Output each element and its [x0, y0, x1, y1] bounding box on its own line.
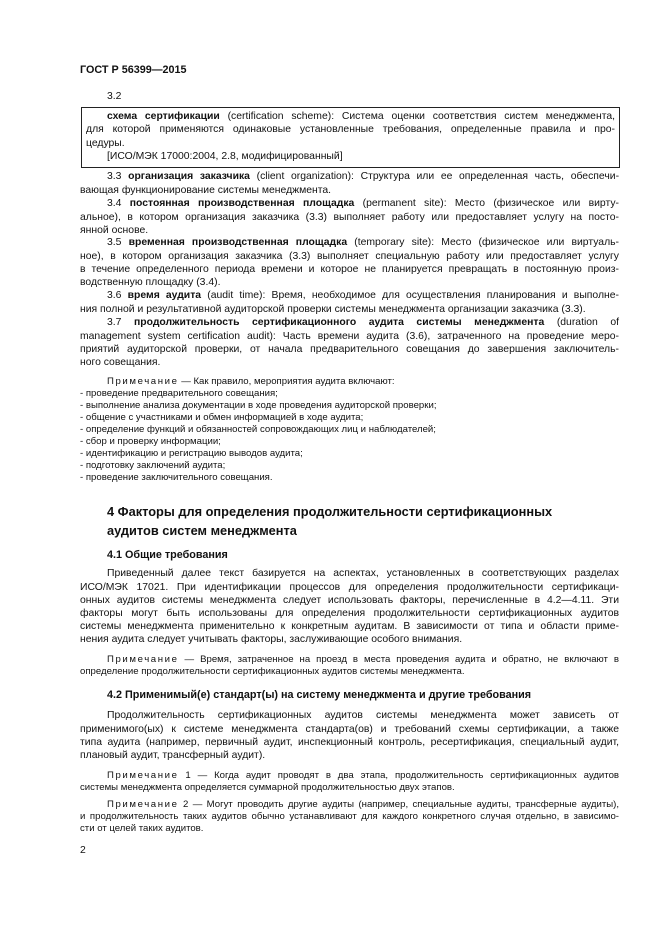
clause-number: 3.6: [107, 290, 122, 302]
note-label: Примечание: [107, 770, 179, 781]
note-line: сти от целей таких аудитов.: [80, 823, 204, 834]
list-item: - проведение предварительного совещания;: [80, 388, 278, 399]
page-number: 2: [80, 844, 86, 856]
clause-3-2-term: схема сертификации: [107, 110, 220, 122]
clause-line: в течение определенного периода времени и которое не планируется превращать в постоянную произ-: [80, 263, 619, 275]
note-first-line: [80, 654, 619, 666]
clause-line: ное), в котором организация заказчика (3.3) выполняет специальную работу или предоставляет услугу: [80, 250, 619, 262]
note-text: — Как правило, мероприятия аудита включают:: [181, 376, 395, 387]
clause-text: (client organization): Структура или ее определенная часть, обеспечи-: [256, 171, 620, 183]
clause-3-3-first-line: [80, 170, 619, 183]
clause-number: 3.3: [107, 171, 122, 183]
clause-term: временная производственная площадка: [128, 237, 348, 249]
note-label: Примечание: [107, 799, 179, 810]
note-number: 2: [182, 799, 189, 810]
clause-3-2-text: (certification scheme): Система оценки соответствия систем менеджмента,: [227, 110, 615, 122]
note-text: — Когда аудит проводят в два этапа, продолжительность сертификационных аудитов: [197, 770, 620, 781]
paragraph-line: факторы могут быть использованы для определения продолжительности сертификационных аудитов: [80, 608, 619, 619]
clause-3-6: [80, 289, 619, 315]
clause-3-2-number: 3.2: [107, 91, 122, 103]
list-item: - выполнение анализа документации в ходе проведения аудиторской проверки;: [80, 400, 437, 411]
section-4-2-heading: [80, 689, 619, 702]
clause-line: вающая функционирование системы менеджмента.: [80, 184, 332, 196]
list-item: - идентификацию и регистрацию выводов аудита;: [80, 448, 303, 459]
paragraph-line: системы менеджмента применительно к конкретным аудитам. В зависимости от типа и области приме-: [80, 621, 619, 633]
note-line: и продолжительность таких аудитов обычно устанавливают для каждого конкретного случая отдельно, в зависимо-: [80, 811, 619, 822]
clause-3-2-source: [ИСО/МЭК 17000:2004, 2.8, модифицированный]: [107, 151, 343, 163]
subsection-number: 4.2: [107, 688, 123, 701]
section-4-2-note-2: [80, 799, 619, 835]
clause-line: management system certification audit): Часть времени аудита (3.6), затраченного на проведение меро-: [80, 330, 619, 342]
clause-text: (audit time): Время, необходимое для осуществления планирования и выполне-: [207, 290, 620, 302]
clause-line: альное), в котором организация заказчика (3.3) выполняет работу или предоставляет услугу на посто-: [80, 211, 619, 223]
clause-line: водственную площадку (3.4).: [80, 277, 221, 288]
note-label: Примечание: [107, 376, 179, 387]
clause-term: время аудита: [127, 290, 202, 302]
clause-text: (duration of: [556, 317, 620, 329]
note-line: системы менеджмента определяется суммарной продолжительностью двух этапов.: [80, 782, 455, 793]
subsection-heading-line: [80, 689, 619, 702]
subsection-number: 4.1: [107, 548, 123, 561]
clause-3-2-definition-box: [81, 107, 620, 168]
note-text: — Могут проводить другие аудиты (например, специальные аудиты, трансферные аудиты),: [192, 799, 620, 810]
paragraph-line: типа аудита (например, первичный аудит, инспекционный контроль, ресертификация, специальный аудит,: [80, 736, 619, 748]
note-line: определение продолжительности сертификационных аудитов системы менеджмента.: [80, 666, 465, 677]
section-4-heading: [80, 502, 619, 540]
clause-text: (temporary site): Место (физическое или виртуаль-: [354, 237, 620, 249]
clause-3-2-first-line: [86, 110, 615, 124]
clause-3-4: [80, 197, 619, 237]
paragraph-line: онных аудитов системы менеджмента следует использовать факторы, перечисленные в 4.2—4.11. Эти: [80, 594, 619, 606]
clause-term: постоянная производственная площадка: [129, 198, 355, 210]
note-number: 1: [185, 770, 191, 781]
clause-term: продолжительность сертификационного аудита системы менеджмента: [133, 317, 545, 329]
clause-3-7-first-line: [80, 316, 619, 329]
section-heading-line: аудитов систем менеджмента: [107, 522, 297, 538]
section-4-1-paragraph: [80, 567, 619, 646]
clause-number: 3.5: [107, 237, 122, 249]
clause-line: ного совещания.: [80, 357, 161, 368]
section-4-2-paragraph: [80, 709, 619, 762]
list-item: - проведение заключительного совещания.: [80, 472, 273, 483]
section-4-2-note-1: [80, 770, 619, 794]
list-item: - сбор и проверку информации;: [80, 436, 221, 447]
paragraph-line: ИСО/МЭК 17021. При идентификации процессов для определения продолжительности сертификаци-: [80, 581, 619, 593]
clause-line: ния полной и результативной аудиторской проверки системы менеджмента организации заказчика (3.3).: [80, 303, 586, 315]
list-item: - определение функций и обязанностей сопровождающих лиц и наблюдателей;: [80, 424, 436, 435]
list-item: - общение с участниками и обмен информацией в ходе аудита;: [80, 412, 364, 423]
paragraph-line: нения аудита следует учитывать факторы, заслуживающие особого внимания.: [80, 634, 463, 646]
clause-number: 3.4: [107, 198, 122, 210]
note-label: Примечание: [107, 654, 179, 665]
clause-3-3: [80, 170, 619, 196]
subsection-heading-line: [80, 549, 619, 562]
clause-3-7: [80, 316, 619, 369]
note-first-line: [80, 799, 619, 811]
note-title-line: [80, 376, 619, 388]
clause-line: приятий аудиторской проверки, от начала предварительного совещания до завершения заключитель-: [80, 343, 619, 355]
paragraph-line: применимого(ых) к системе менеджмента стандарта(ов) и требований схемы сертификации, а также: [80, 723, 619, 735]
clause-3-2-line: цедуры.: [86, 137, 125, 149]
clause-term: организация заказчика: [128, 171, 250, 183]
clause-text: (permanent site): Место (физическое или вирту-: [362, 198, 620, 210]
clause-3-5: [80, 236, 619, 289]
list-item: - подготовку заключений аудита;: [80, 460, 226, 471]
section-4-1-heading: [80, 549, 619, 562]
paragraph-line: Продолжительность сертификационных аудитов системы менеджмента может зависеть от: [107, 710, 619, 722]
subsection-title: Общие требования: [125, 548, 228, 561]
document-code-header: ГОСТ Р 56399—2015: [80, 63, 187, 76]
clause-3-6-first-line: [80, 289, 619, 302]
note-first-line: [80, 770, 619, 782]
note-audit-activities: [80, 376, 619, 484]
section-4-1-note: [80, 654, 619, 678]
clause-line: янной основе.: [80, 224, 149, 236]
section-heading-line: 4 Факторы для определения продолжительности сертификационных: [107, 503, 553, 519]
clause-3-2-line: для которой применяются одинаковые установленные требования, определенные правила и про-: [86, 124, 615, 136]
paragraph-line: плановый аудит, трансферный аудит).: [80, 750, 266, 762]
paragraph-line: Приведенный далее текст базируется на аспектах, установленных в соответствующих разделах: [107, 568, 619, 580]
clause-3-5-first-line: [80, 236, 619, 249]
subsection-title: Применимый(е) стандарт(ы) на систему менеджмента и другие требования: [125, 688, 532, 701]
note-text: — Время, затраченное на проезд в места проведения аудита и обратно, не включают в: [184, 654, 619, 665]
clause-number: 3.7: [107, 317, 122, 329]
clause-3-4-first-line: [80, 197, 619, 210]
